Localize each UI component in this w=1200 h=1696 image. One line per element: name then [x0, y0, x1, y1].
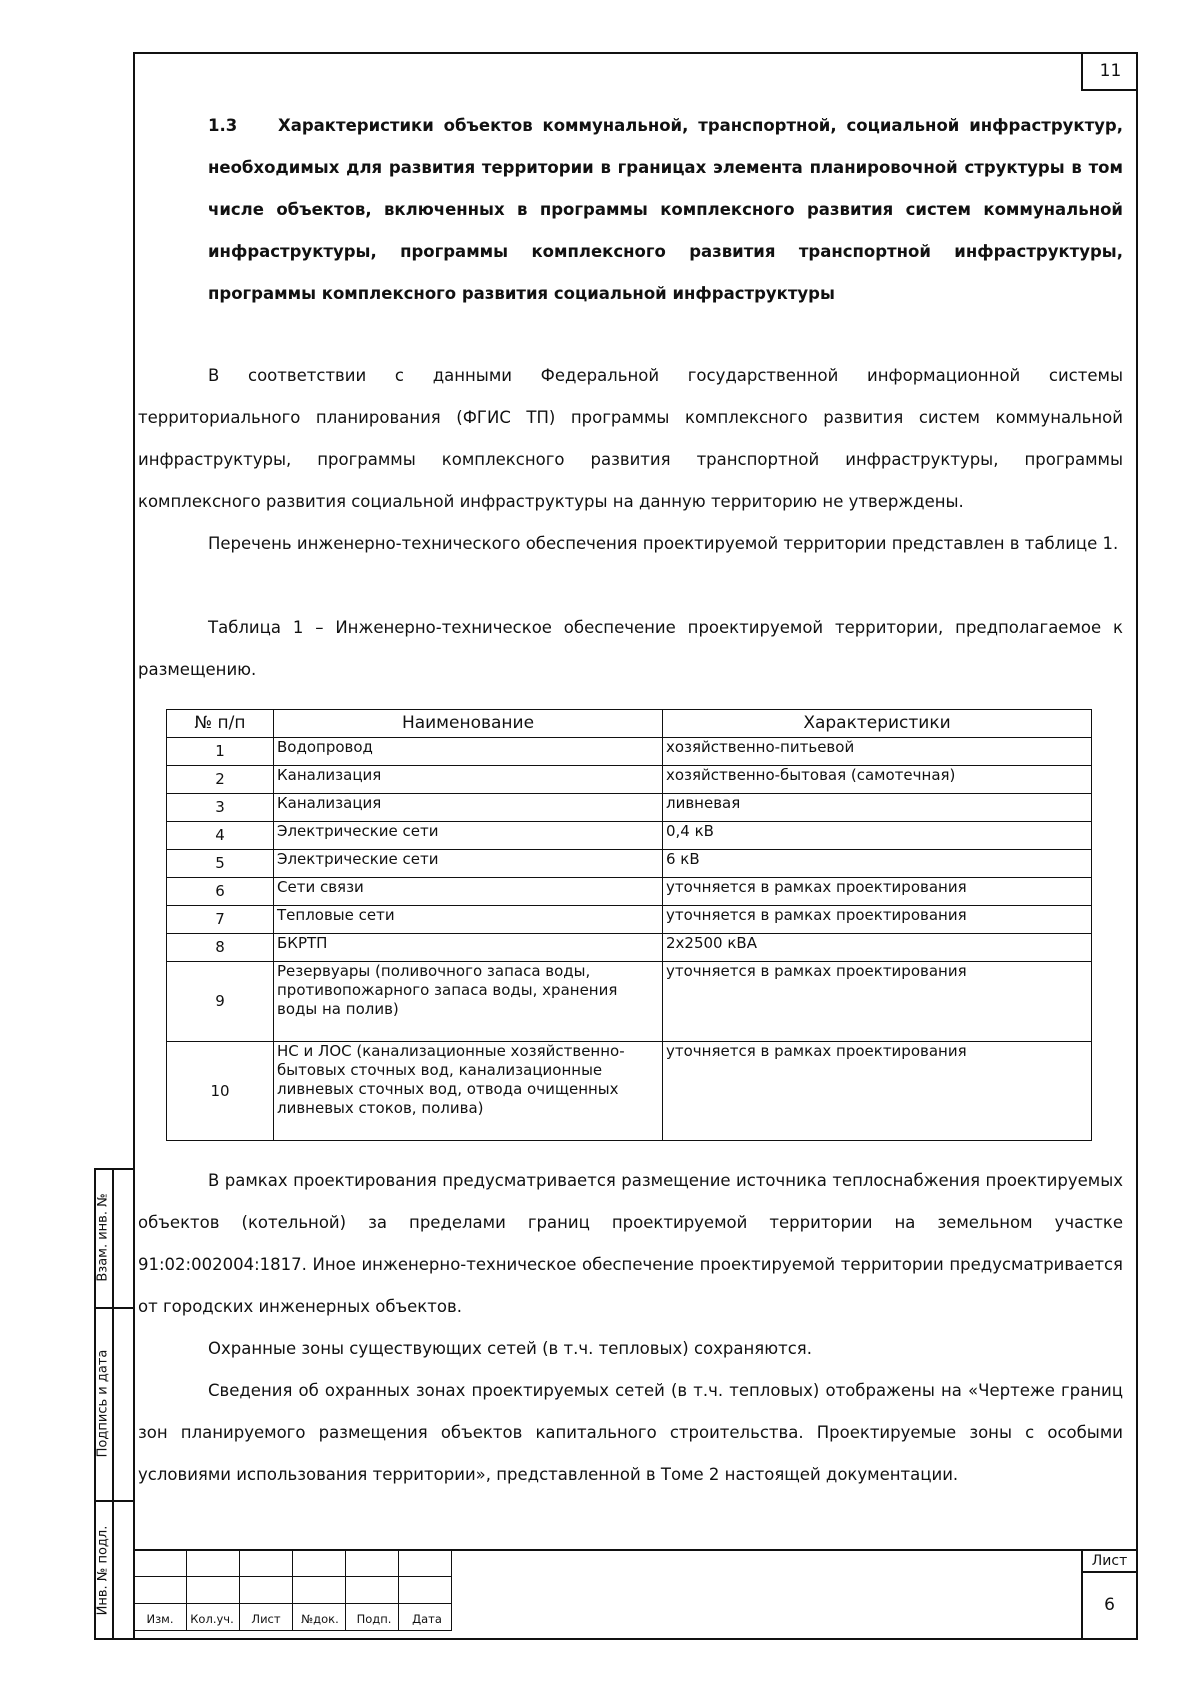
- row-number: 7: [167, 906, 274, 934]
- row-spec: уточняется в рамках проектирования: [663, 906, 1092, 934]
- side-label-podpis-text: Подпись и дата: [95, 1349, 111, 1458]
- row-name: НС и ЛОС (канализационные хозяйственно-бытовых сточных вод, канализационные ливневых сточных вод, отвода очищенных ливневых стоков, полива): [274, 1042, 663, 1141]
- row-spec: 0,4 кВ: [663, 822, 1092, 850]
- row-spec: уточняется в рамках проектирования: [663, 878, 1092, 906]
- table-row: [167, 766, 1092, 794]
- row-name: Электрические сети: [274, 850, 663, 878]
- row-number: 2: [167, 766, 274, 794]
- row-number: 6: [167, 878, 274, 906]
- row-spec: уточняется в рамках проектирования: [663, 962, 1092, 1042]
- tb-data: Дата: [412, 1612, 442, 1626]
- table-row: [167, 1042, 1092, 1141]
- row-number: 1: [167, 738, 274, 766]
- row-number: 4: [167, 822, 274, 850]
- table-caption: Таблица 1 – Инженерно-техническое обеспечение проектируемой территории, предполагаемое к размещению.: [138, 618, 1123, 679]
- row-spec: ливневая: [663, 794, 1092, 822]
- side-label-inv: [94, 1500, 114, 1640]
- section-heading: [208, 105, 1123, 315]
- col-header-spec: Характеристики: [663, 710, 1092, 738]
- row-name: БКРТП: [274, 934, 663, 962]
- paragraph-existing-zones: Охранные зоны существующих сетей (в т.ч. тепловых) сохраняются.: [208, 1339, 812, 1358]
- row-spec: хозяйственно-питьевой: [663, 738, 1092, 766]
- table-row: [167, 850, 1092, 878]
- section-title: Характеристики объектов коммунальной, транспортной, социальной инфраструктур, необходимых для развития территории в границах элемента планировочной структуры в том числе объектов, включенных в программы комплексного развития систем коммунальной инфраструктуры, программы комплексного развития транспортной инфраструктуры, программы комплексного развития социальной инфраструктуры: [208, 116, 1123, 303]
- row-spec: уточняется в рамках проектирования: [663, 1042, 1092, 1141]
- page-number: 11: [1081, 52, 1138, 91]
- row-spec: 6 кВ: [663, 850, 1092, 878]
- tb-koluch: Кол.уч.: [190, 1612, 234, 1626]
- tb-podp: Подп.: [356, 1612, 392, 1626]
- section-number: 1.3: [208, 116, 238, 135]
- side-label-inv-text: Инв. № подл.: [95, 1525, 111, 1615]
- table-row: [167, 906, 1092, 934]
- tb-izm: Изм.: [146, 1612, 174, 1626]
- row-name: Канализация: [274, 794, 663, 822]
- row-number: 9: [167, 962, 274, 1042]
- row-name: Тепловые сети: [274, 906, 663, 934]
- table-row: [167, 962, 1092, 1042]
- row-spec: 2х2500 кВА: [663, 934, 1092, 962]
- col-header-name: Наименование: [274, 710, 663, 738]
- row-number: 10: [167, 1042, 274, 1141]
- side-label-vzam-text: Взам. инв. №: [95, 1193, 111, 1282]
- paragraph-list-intro: Перечень инженерно-технического обеспечения проектируемой территории представлен в таблице 1.: [208, 534, 1119, 553]
- paragraph-heat-source: В рамках проектирования предусматривается размещение источника теплоснабжения проектируемых объектов (котельной) за пределами границ проектируемой территории на земельном участке 91:02:002004:1817. Иное инженерно-техническое обеспечение проектируемой территории предусматривается от городских инженерных объектов.: [138, 1171, 1123, 1316]
- table-row: [167, 738, 1092, 766]
- row-spec: хозяйственно-бытовая (самотечная): [663, 766, 1092, 794]
- row-name: Водопровод: [274, 738, 663, 766]
- paragraph-fgis: В соответствии с данными Федеральной государственной информационной системы территориального планирования (ФГИС ТП) программы комплексного развития систем коммунальной инфраструктуры, программы комплексного развития транспортной инфраструктуры, программы комплексного развития социальной инфраструктуры на данную территорию не утверждены.: [138, 366, 1123, 511]
- row-name: Канализация: [274, 766, 663, 794]
- title-block-top-border: [133, 1549, 1138, 1551]
- row-name: Резервуары (поливочного запаса воды, противопожарного запаса воды, хранения воды на полив): [274, 962, 663, 1042]
- table-row: [167, 878, 1092, 906]
- side-label-vzam: [94, 1168, 114, 1307]
- row-number: 5: [167, 850, 274, 878]
- table-header-row: [167, 710, 1092, 738]
- col-header-number: № п/п: [167, 710, 274, 738]
- row-name: Электрические сети: [274, 822, 663, 850]
- tb-list: Лист: [251, 1612, 281, 1626]
- engineering-table: [166, 709, 1092, 1141]
- side-label-podpis: [94, 1307, 114, 1500]
- sheet-number: 6: [1104, 1595, 1115, 1615]
- tb-ndok: №док.: [301, 1612, 339, 1626]
- table-row: [167, 934, 1092, 962]
- row-name: Сети связи: [274, 878, 663, 906]
- paragraph-projected-zones: Сведения об охранных зонах проектируемых сетей (в т.ч. тепловых) отображены на «Чертеже границ зон планируемого размещения объектов капитального строительства. Проектируемые зоны с особыми условиями использования территории», представленной в Томе 2 настоящей документации.: [138, 1381, 1123, 1484]
- row-number: 3: [167, 794, 274, 822]
- table-row: [167, 822, 1092, 850]
- row-number: 8: [167, 934, 274, 962]
- sheet-label: Лист: [1081, 1549, 1138, 1573]
- table-row: [167, 794, 1092, 822]
